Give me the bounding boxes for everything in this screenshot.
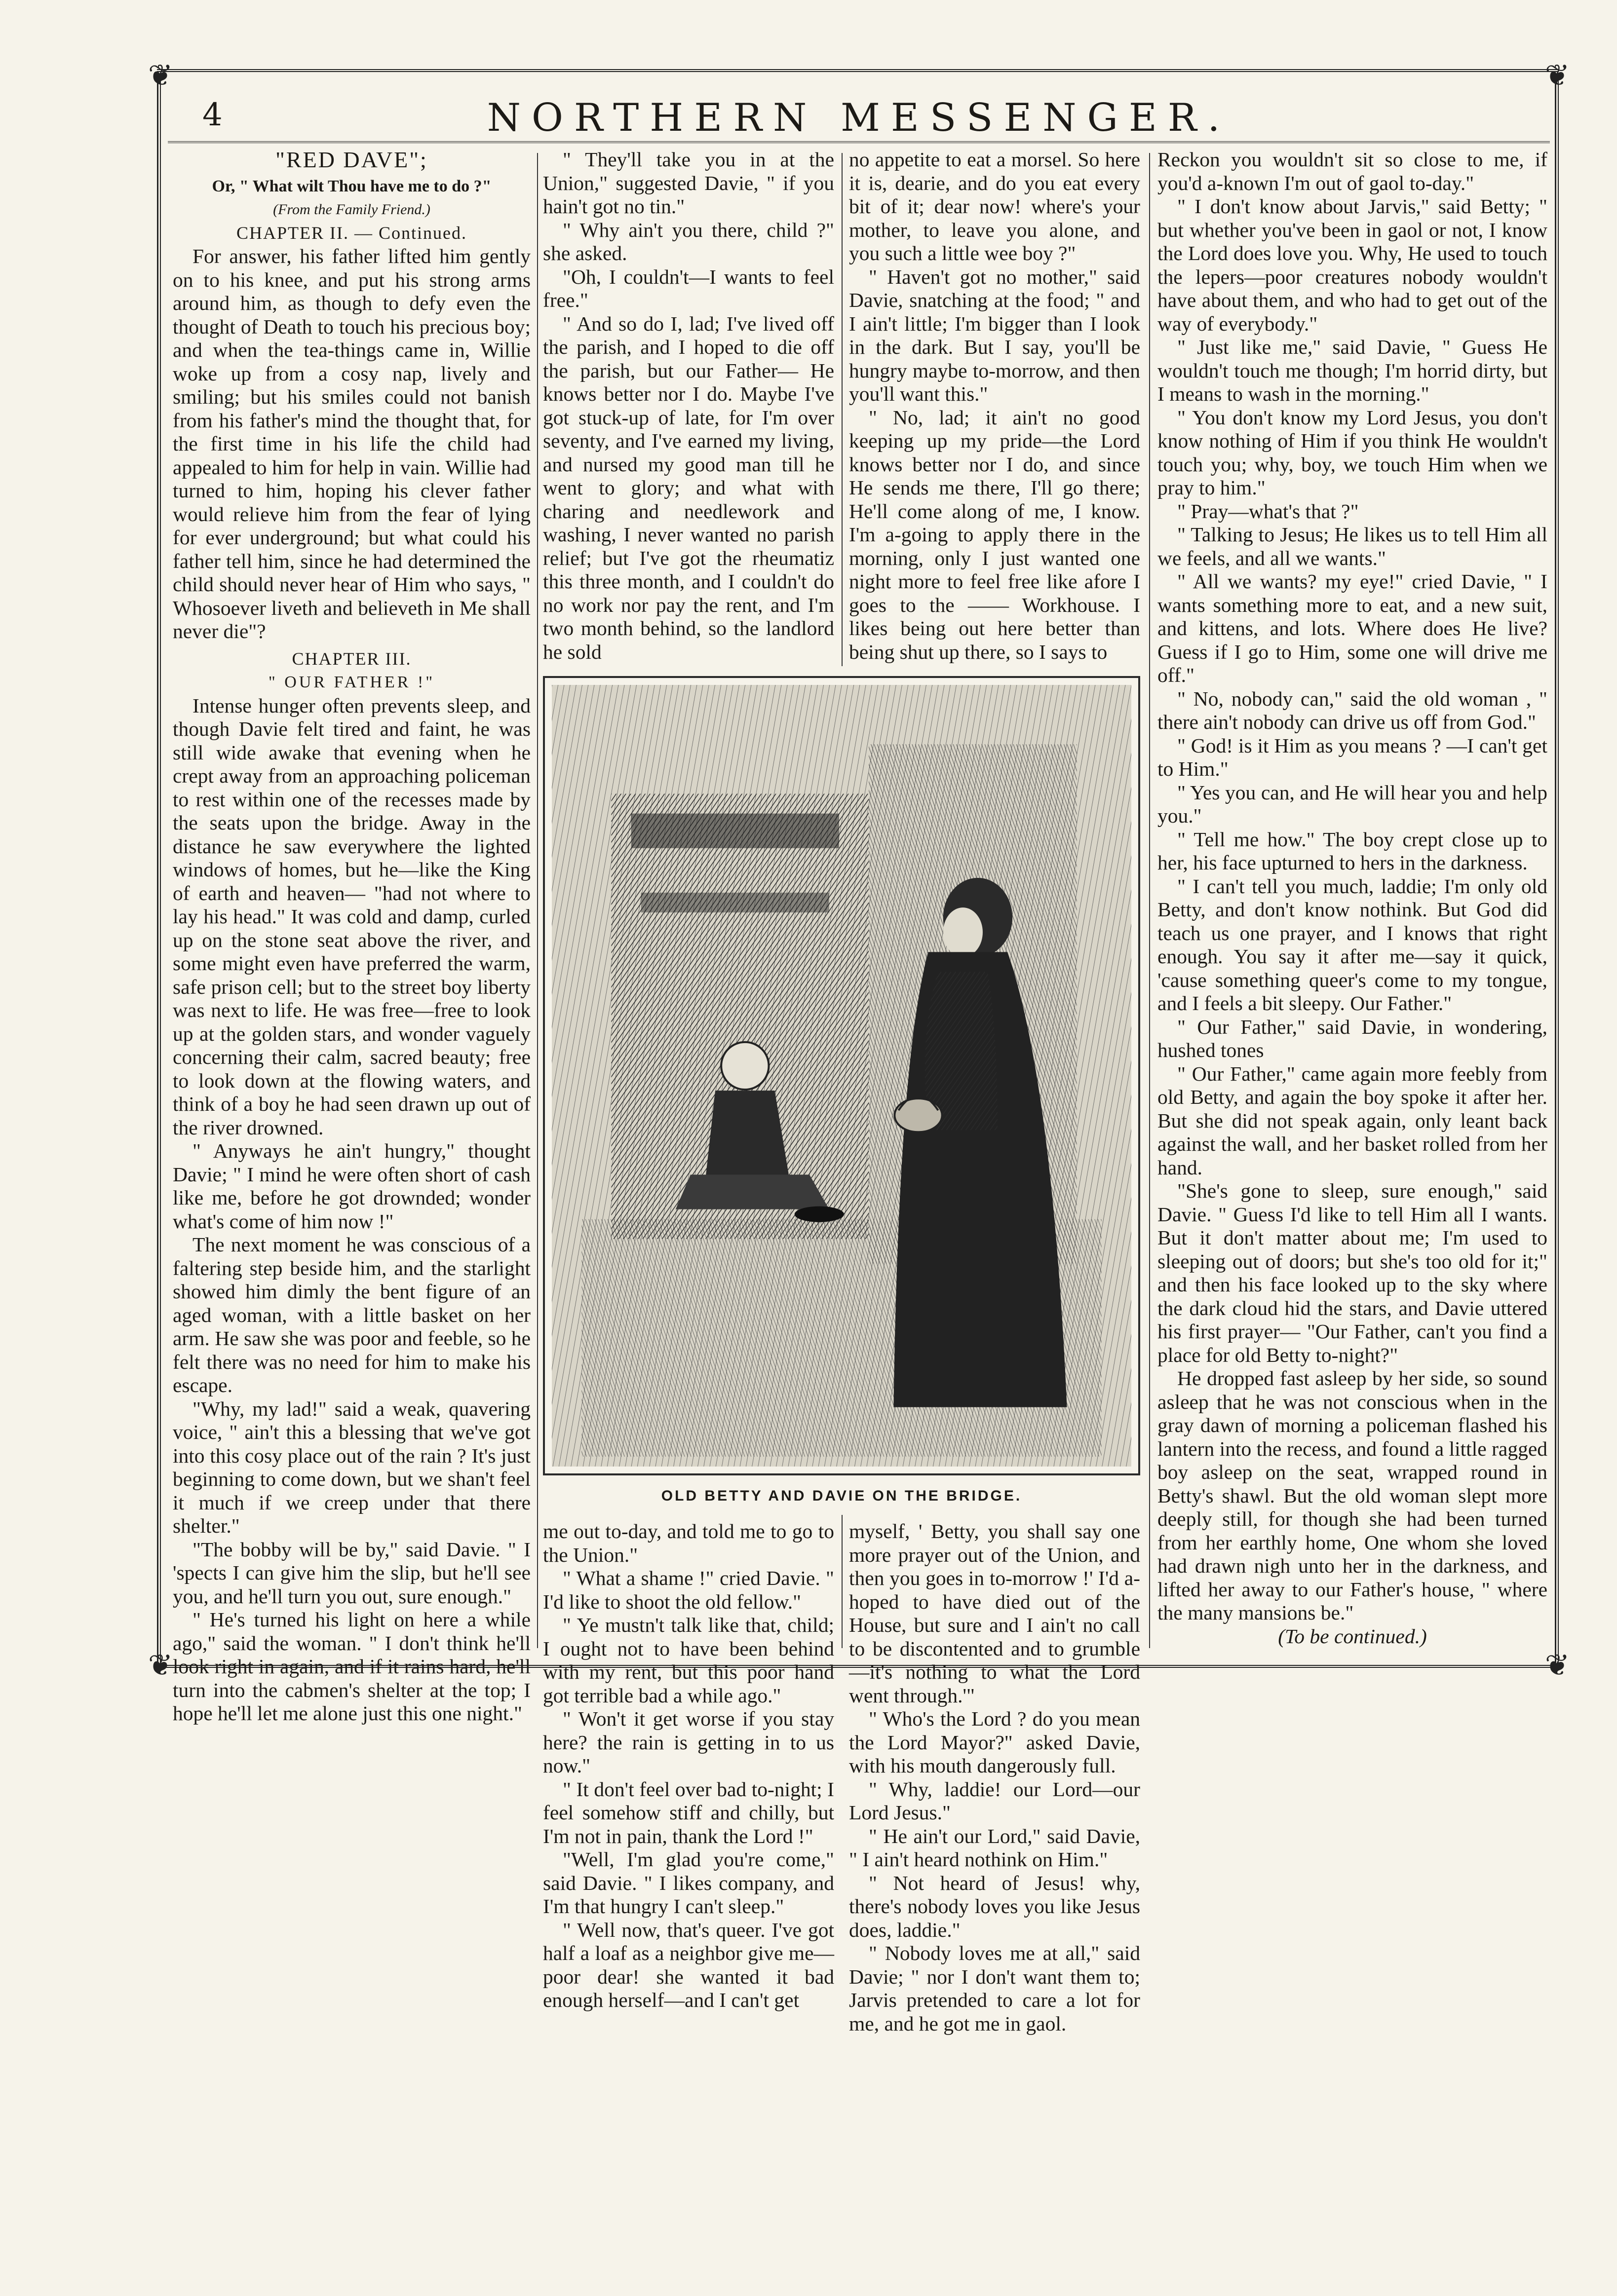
paragraph: " Yes you can, and He will hear you and help you." xyxy=(1157,781,1547,827)
column-4 xyxy=(1157,148,1547,1648)
paragraph: " You don't know my Lord Jesus, you don't know nothing of Him if you think He wouldn't touch you; why, boy, we touch Him when we pray to him." xyxy=(1157,406,1547,499)
paragraph: For answer, his father lifted him gently on to his knee, and put his strong arms around him, as though to defy even the thought of Death to touch his precious boy; and when the tea-things came in, Willie woke up from a cosy nap, lively and smiling; but his smiles could not banish from his father's mind the thought that, for the first time in his life the child had appealed to him for help in vain. Willie had turned to him, hoping his clever father would relieve him from the fear of lying for ever underground; but what could his father tell him, since he had determined the child should never hear of Him who says, " Whosoever liveth and believeth in Me shall never die"? xyxy=(173,245,531,642)
paragraph: " What a shame !" cried Davie. " I'd like to shoot the old fellow." xyxy=(543,1567,834,1613)
paragraph: " All we wants? my eye!" cried Davie, " I wants something more to eat, and a new suit, and kittens, and lots. Where does He live? Guess if I go to Him, some one will drive me off." xyxy=(1157,570,1547,686)
paragraph: He dropped fast asleep by her side, so sound asleep that he was not conscious when in the gray dawn of morning a policeman flashed his lantern into the recess, and found a little ragged boy asleep on the seat, wrapped round in Betty's shawl. But the old woman slept more deeply still, for though she had been turned from her earthly home, One whom she loved had drawn nigh unto her in the darkness, and lifted her away to our Father's house, " where the many mansions be." xyxy=(1157,1367,1547,1624)
engraving-illustration xyxy=(543,676,1140,1475)
paragraph: " Nobody loves me at all," said Davie; " nor I don't want them to; Jarvis pretended to care a lot for me, and he got me in gaol. xyxy=(849,1942,1140,2035)
ornament-corner-icon: ❦ xyxy=(1544,59,1570,92)
paragraph: " He ain't our Lord," said Davie, " I ain't heard nothink on Him." xyxy=(849,1824,1140,1871)
column-divider xyxy=(842,1515,843,1648)
paragraph: " Well now, that's queer. I've got half a loaf as a neighbor give me—poor dear! she wanted it bad enough herself—and I can't get xyxy=(543,1918,834,2011)
column-2-top xyxy=(543,148,834,664)
to-be-continued: (To be continued.) xyxy=(1278,1624,1427,1648)
chapter-title: " OUR FATHER !" xyxy=(268,673,435,691)
paragraph: " Ye mustn't talk like that, child; I ought not to have been behind with my rent, but this poor hand got terrible bad a while ago." xyxy=(543,1614,834,1707)
paragraph: "Well, I'm glad you're come," said Davie. " I likes company, and I'm that hungry I can't sleep." xyxy=(543,1848,834,1918)
paragraph: " Who's the Lord ? do you mean the Lord Mayor?" asked Davie, with his mouth dangerously full. xyxy=(849,1707,1140,1777)
page-header xyxy=(168,94,1550,143)
left-border-rule xyxy=(157,74,161,1663)
paragraph: " It don't feel over bad to-night; I feel somehow stiff and chilly, but I'm not in pain, thank the Lord !" xyxy=(543,1777,834,1847)
paragraph: " No, lad; it ain't no good keeping up my pride—the Lord knows better nor I do, and since He sends me there, I'll go there; He'll come along of me, I know. I'm a-going to apply there in the morning, only I just wanted one night more to feel free like afore I goes to the —— Workhouse. I likes being out here better than being shut up there, so I says to xyxy=(849,406,1140,663)
column-2-bottom xyxy=(543,1520,834,2012)
page-number: 4 xyxy=(202,97,223,133)
paragraph: " They'll take you in at the Union," suggested Davie, " if you hain't got no tin." xyxy=(543,148,834,218)
column-1 xyxy=(173,148,531,1726)
column-divider xyxy=(537,153,538,1648)
paragraph: " Anyways he ain't hungry," thought Davie; " I mind he were often short of cash like me, before he got drownded; wonder what's come of him now !" xyxy=(173,1139,531,1233)
column-divider xyxy=(1149,153,1150,1648)
paragraph: " God! is it Him as you means ? —I can't get to Him." xyxy=(1157,734,1547,780)
column-3-top xyxy=(849,148,1140,664)
paragraph: " Tell me how." The boy crept close up to her, his face upturned to hers in the darkness. xyxy=(1157,828,1547,874)
paragraph: " He's turned his light on here a while ago," said the woman. " I don't think he'll look right in again, and if it rains hard, he'll turn into the cabmen's shelter at the top; I hope he'll let me alone just this one night." xyxy=(173,1608,531,1725)
paragraph: no appetite to eat a morsel. So here it is, dearie, and do you eat every bit of it; dear now! where's your mother, to leave you alone, and you such a little wee boy ?" xyxy=(849,148,1140,264)
masthead: NORTHERN MESSENGER. xyxy=(487,96,1231,140)
paragraph: " Why, laddie! our Lord—our Lord Jesus." xyxy=(849,1777,1140,1824)
story-title: "RED DAVE"; xyxy=(275,147,428,172)
chapter-heading: CHAPTER III. xyxy=(292,648,412,669)
ornament-corner-icon: ❦ xyxy=(1544,1649,1570,1682)
ornament-corner-icon: ❦ xyxy=(148,1649,173,1682)
ornament-corner-icon: ❦ xyxy=(148,59,173,92)
paragraph: " Talking to Jesus; He likes us to tell Him all we feels, and all we wants." xyxy=(1157,523,1547,569)
story-subtitle: Or, " What wilt Thou have me to do ?" xyxy=(212,177,492,195)
paragraph: " Our Father," came again more feebly from old Betty, and again the boy spoke it after her. But she did not speak again, only leant back against the wall, and her basket rolled from her hand. xyxy=(1157,1062,1547,1179)
illustration-caption: OLD BETTY AND DAVIE ON THE BRIDGE. xyxy=(661,1488,1022,1504)
paragraph: " And so do I, lad; I've lived off the parish, and I hoped to die off the parish, but our Father— He knows better nor I do. Maybe I've got stuck-up of late, for I'm over seventy, and I've earned my living, and nursed my good man till he went to glory; and what with charing and needlework and washing, I never wanted no parish relief; but I've got the rheumatiz this three month, and I couldn't do no work nor pay the rent, and I'm two month behind, so the landlord he sold xyxy=(543,312,834,663)
column-3-bottom xyxy=(849,1520,1140,2035)
paragraph: "The bobby will be by," said Davie. " I 'spects I can give him the slip, but he'll see you, and he'll turn you out, sure enough." xyxy=(173,1538,531,1608)
paragraph: " Pray—what's that ?" xyxy=(1177,499,1359,523)
chapter-heading: CHAPTER II. — Continued. xyxy=(236,223,467,243)
paragraph: " I can't tell you much, laddie; I'm only old Betty, and don't know nothink. But God did teach us one prayer, and I knows that right enough. You say it after me—say it quick, 'cause something queer's come to my tongue, and I feels a bit sleepy. Our Father." xyxy=(1157,874,1547,1015)
paragraph: Intense hunger often prevents sleep, and though Davie felt tired and faint, he was still wide awake that evening when he crept away from an approaching policeman to rest within one of the recesses made by the seats upon the bridge. Away in the distance he saw everywhere the lighted windows of homes, but he—like the King of earth and heaven— "had not where to lay his head." It was cold and damp, curled up on the stone seat above the river, and some might even have preferred the warm, safe prison cell; but to the street boy liberty was next to life. He was free—free to look up at the golden stars, and wonder vaguely concerning their calm, sacred beauty; free to look down at the flowing waters, and think of a boy he had seen drawn up out of the river drowned. xyxy=(173,694,531,1139)
paragraph: " I don't know about Jarvis," said Betty; " but whether you've been in gaol or not, I know the Lord does love you. Why, He used to touch the lepers—poor creatures nobody wouldn't have about them, and who had to get out of the way of everybody." xyxy=(1157,195,1547,335)
column-divider xyxy=(842,153,843,666)
paragraph: " Why ain't you there, child ?" she asked. xyxy=(543,218,834,264)
right-border-rule xyxy=(1555,74,1559,1663)
paragraph: " Won't it get worse if you stay here? the rain is getting in to us now." xyxy=(543,1707,834,1777)
paragraph: " Haven't got no mother," said Davie, snatching at the food; " and I ain't little; I'm bigger than I look in the dark. But I say, you'll be hungry maybe to-morrow, and then you'll want this." xyxy=(849,265,1140,405)
paragraph: me out to-day, and told me to go to the Union." xyxy=(543,1520,834,1566)
engraving-picture xyxy=(552,685,1131,1467)
paragraph: "Why, my lad!" said a weak, quavering voice, " ain't this a blessing that we've got into this cosy place out of the rain ? It's just beginning to come down, but we shan't feel it much if we creep under that there shelter." xyxy=(173,1397,531,1537)
story-source: (From the Family Friend.) xyxy=(273,201,430,218)
paragraph: " No, nobody can," said the old woman , " there ain't nobody can drive us off from God." xyxy=(1157,687,1547,733)
paragraph: " Not heard of Jesus! why, there's nobody loves you like Jesus does, laddie." xyxy=(849,1871,1140,1941)
paragraph: " Just like me," said Davie, " Guess He wouldn't touch me though; I'm horrid dirty, but I means to wash in the morning." xyxy=(1157,336,1547,405)
paragraph: Reckon you wouldn't sit so close to me, if you'd a-known I'm out of gaol to-day." xyxy=(1157,148,1547,194)
paragraph: myself, ' Betty, you shall say one more prayer out of the Union, and then you goes in to-morrow !' I'd a-hoped to have died out of the House, but sure and I ain't no call to be discontented and to grumble—it's nothing to what the Lord went through.'" xyxy=(849,1520,1140,1707)
paragraph: " Our Father," said Davie, in wondering, hushed tones xyxy=(1157,1015,1547,1061)
paragraph: "She's gone to sleep, sure enough," said Davie. " Guess I'd like to tell Him all I wants. But it don't matter about me; I'm used to sleeping out of doors; but she's too old for it;" and then his face looked up to the sky where the dark cloud hid the stars, and Davie uttered his first prayer— "Our Father, can't you find a place for old Betty to-night?" xyxy=(1157,1179,1547,1366)
paragraph: "Oh, I couldn't—I wants to feel free." xyxy=(543,265,834,311)
paragraph: The next moment he was conscious of a faltering step beside him, and the starlight showed him dimly the bent figure of an aged woman, with a little basket on her arm. He saw she was poor and feeble, so he felt there was no need for him to make his escape. xyxy=(173,1233,531,1396)
